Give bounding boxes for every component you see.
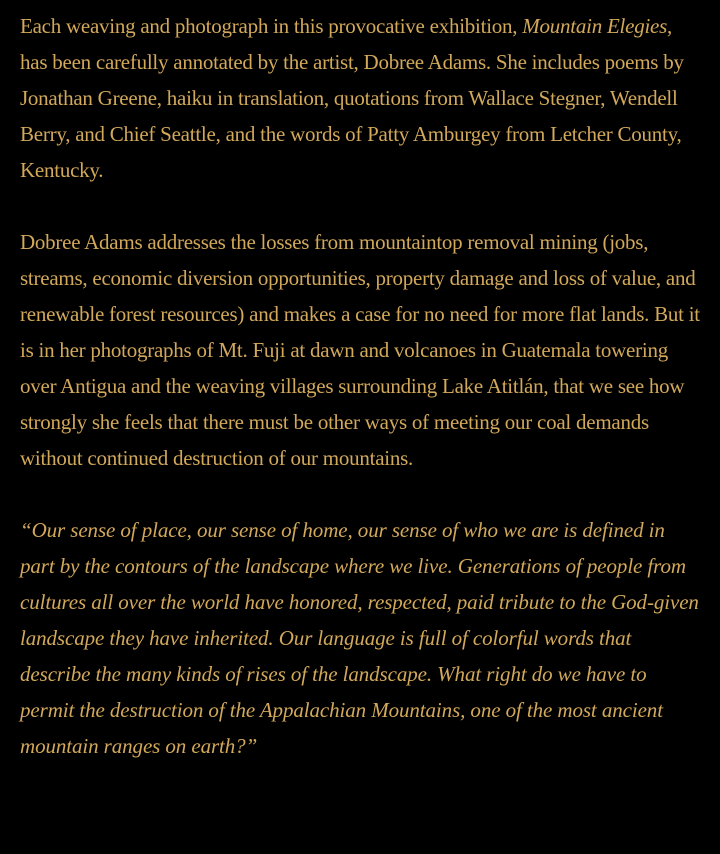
article-text xyxy=(20,8,700,800)
intro-text-start: Each weaving and photograph in this provocative exhibition, xyxy=(20,14,523,38)
quote-paragraph: “Our sense of place, our sense of home, our sense of who we are is defined in part by the contours of the landscape where we live. Generations of people from cultures all over the world have honored, respected, paid tribute to the God-given landscape they have inherited. Our language is full of colorful words that describe the many kinds of rises of the landscape. What right do we have to permit the destruction of the Appalachian Mountains, one of the most ancient mountain ranges on earth?” xyxy=(20,518,699,758)
intro-paragraph xyxy=(20,8,700,188)
body-paragraph: Dobree Adams addresses the losses from mountaintop removal mining (jobs, streams, economic diversion opportunities, property damage and loss of value, and renewable forest resources) and makes a case for no need for more flat lands. But it is in her photographs of Mt. Fuji at dawn and volcanoes in Guatemala towering over Antigua and the weaving villages surrounding Lake Atitlán, that we see how strongly she feels that there must be other ways of meeting our coal demands without continued destruction of our mountains. xyxy=(20,230,700,470)
exhibition-title: Mountain Elegies xyxy=(522,14,668,38)
intro-text-end: , has been carefully annotated by the artist, Dobree Adams. She includes poems by Jonathan Greene, haiku in translation, quotations from Wallace Stegner, Wendell Berry, and Chief Seattle, and the words of Patty Amburgey from Letcher County, Kentucky. xyxy=(20,14,684,182)
